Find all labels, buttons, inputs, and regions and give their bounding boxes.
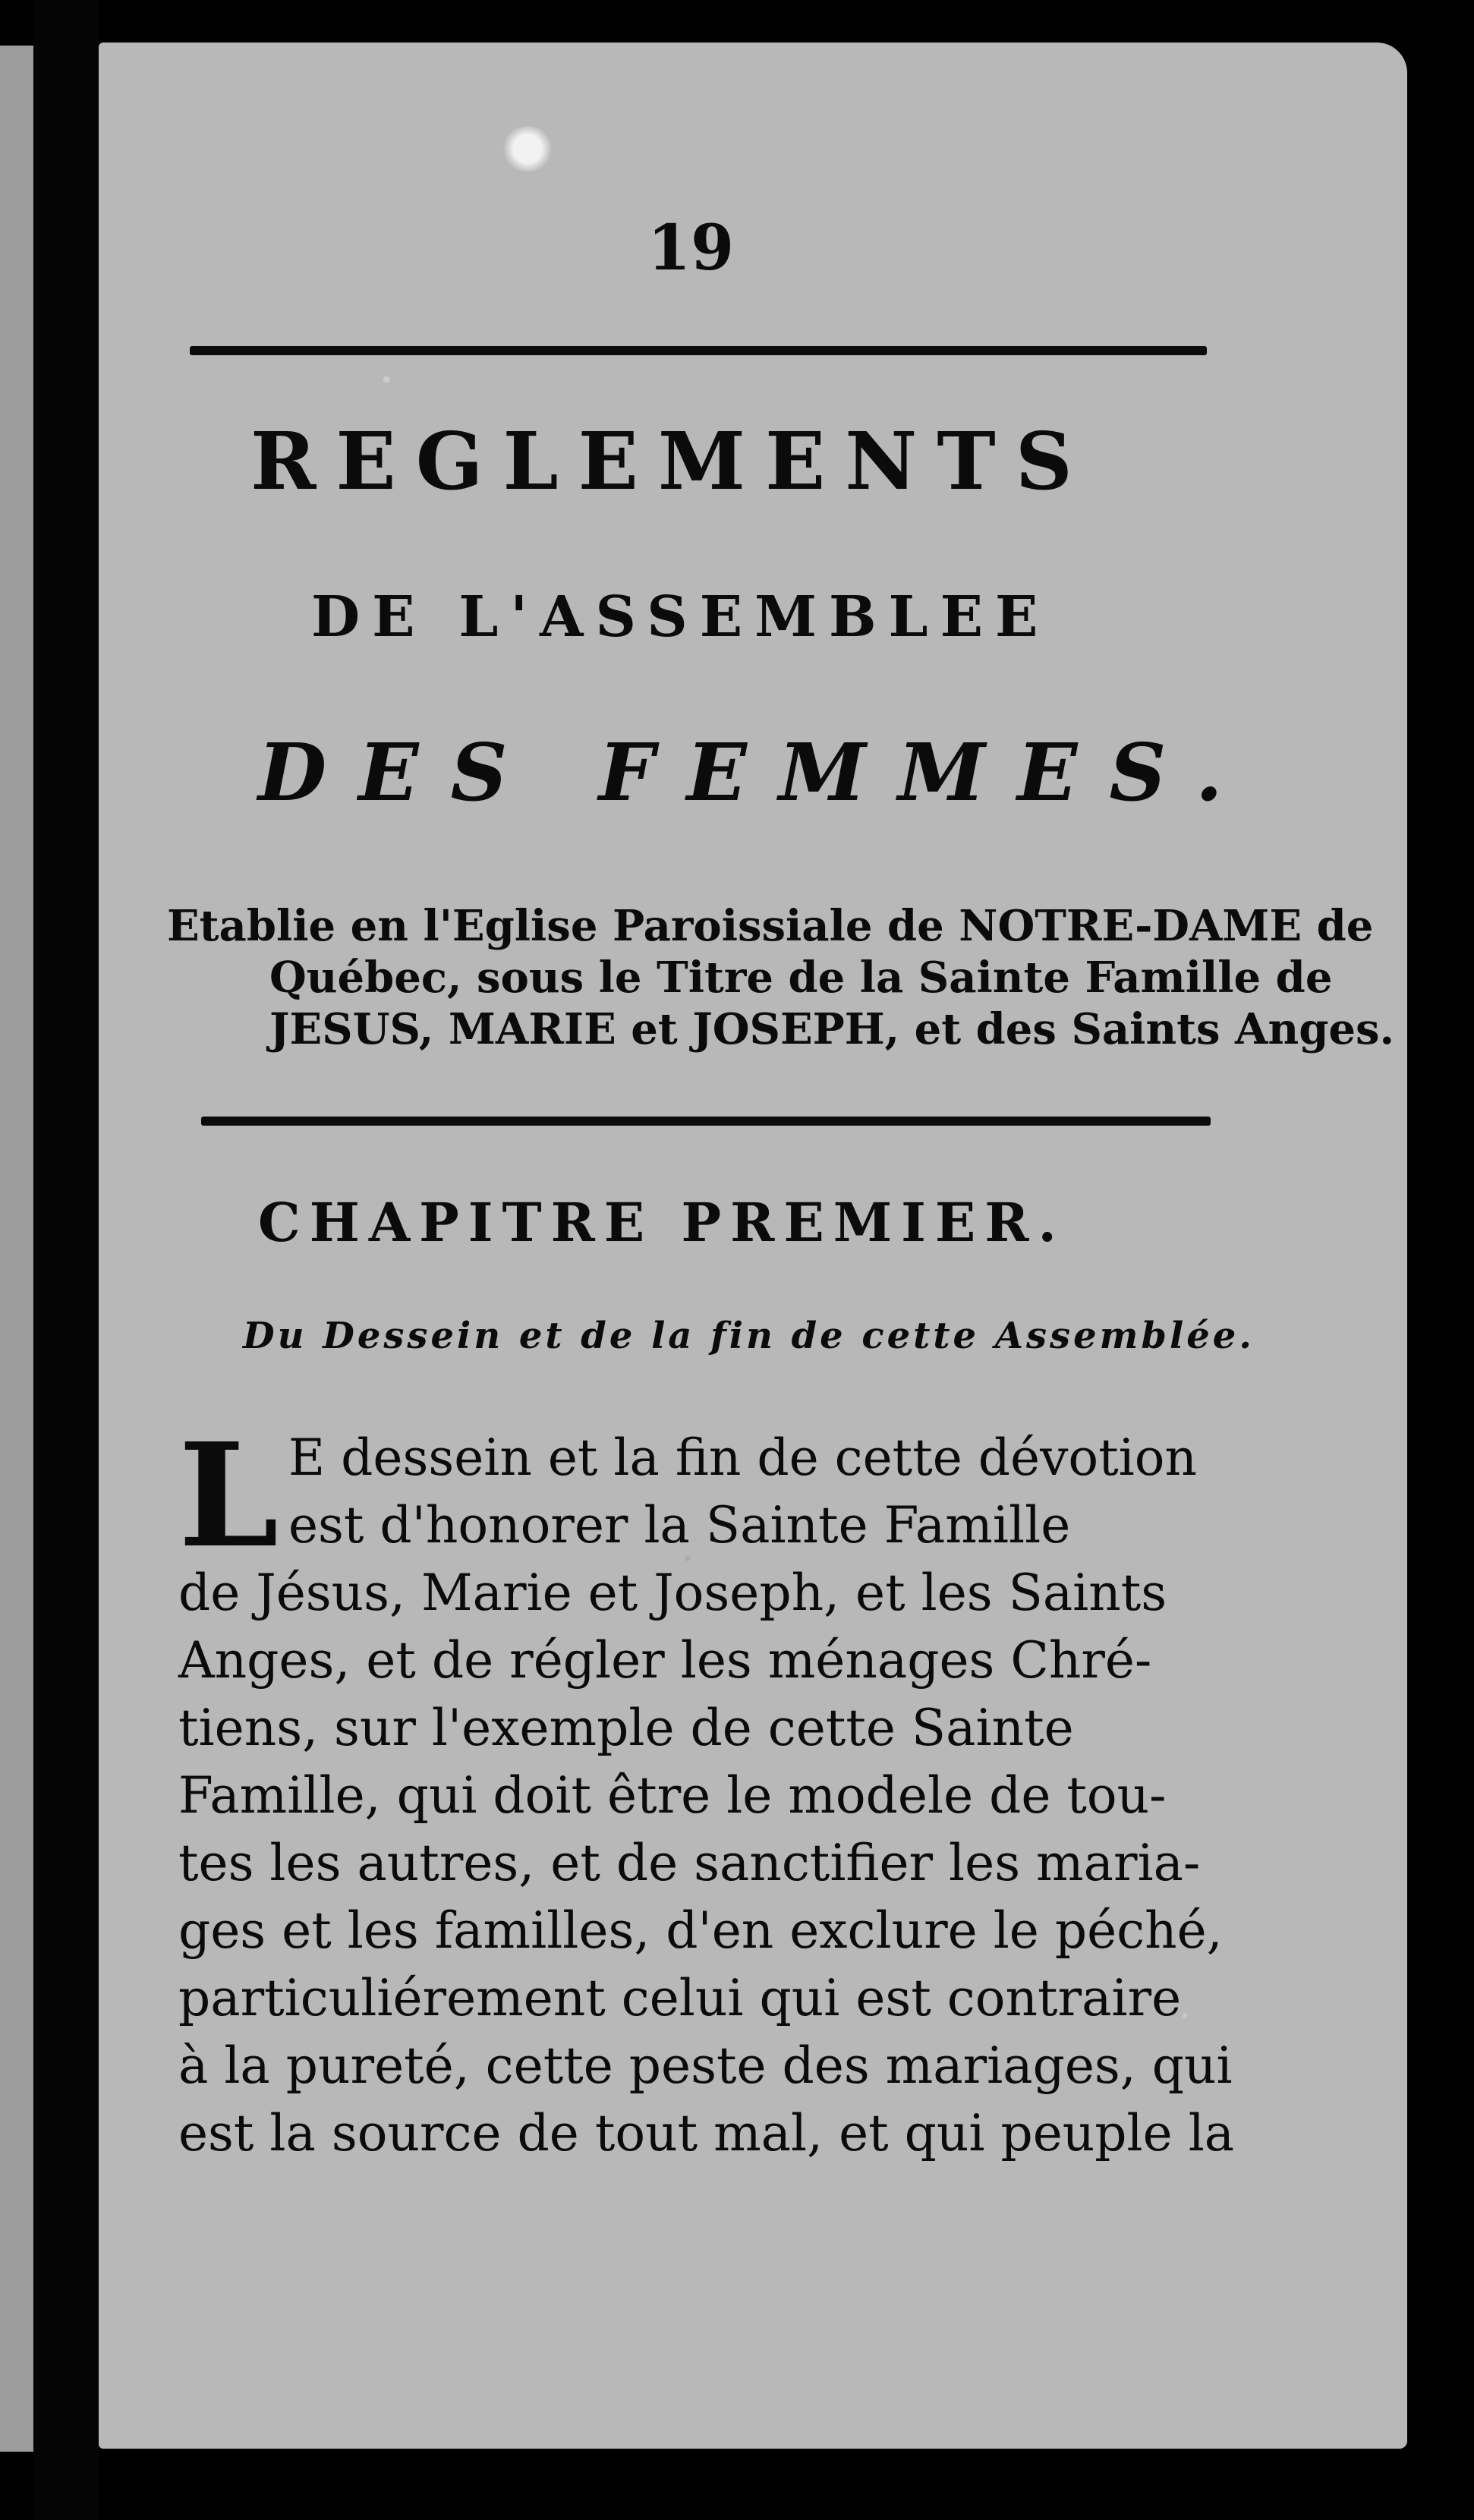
- top-rule: [190, 346, 1207, 355]
- body-line: tes les autres, et de sanctifier les maria-: [178, 1834, 1201, 1892]
- title-femmes: DES FEMMES.: [258, 726, 1255, 819]
- establishment-line: JESUS, MARIE et JOSEPH, et des Saints Anges.: [269, 1004, 1395, 1054]
- paper-stain: [501, 126, 554, 172]
- title-assemblee: DE L'ASSEMBLEE: [311, 584, 1050, 650]
- section-rule: [201, 1117, 1211, 1126]
- establishment-statement: [167, 900, 1395, 1055]
- book-page: [99, 43, 1407, 2449]
- body-line: Anges, et de régler les ménages Chré-: [178, 1631, 1152, 1690]
- page-number: 19: [647, 212, 735, 285]
- body-paragraph: [178, 1412, 1347, 2167]
- body-line: E dessein et la fin de cette dévotion: [288, 1429, 1197, 1487]
- establishment-line: Québec, sous le Titre de la Sainte Famille de: [269, 953, 1333, 1003]
- drop-cap-letter: L: [178, 1412, 279, 1580]
- chapter-heading: CHAPITRE PREMIER.: [258, 1191, 1066, 1254]
- body-line: tiens, sur l'exemple de cette Sainte: [178, 1699, 1074, 1757]
- title-reglements: REGLEMENTS: [250, 414, 1092, 508]
- body-line: Famille, qui doit être le modele de tou-: [178, 1766, 1167, 1825]
- body-line: à la pureté, cette peste des mariages, qui: [178, 2036, 1233, 2095]
- body-line: est la source de tout mal, et qui peuple la: [178, 2104, 1235, 2162]
- body-line: ges et les familles, d'en exclure le péché,: [178, 1901, 1223, 1960]
- body-line: est d'honorer la Sainte Famille: [288, 1496, 1071, 1555]
- establishment-line: Etablie en l'Eglise Paroissiale de NOTRE-DAME de: [167, 901, 1374, 951]
- body-line: particuliérement celui qui est contraire: [178, 1969, 1182, 2027]
- previous-page-edge: [0, 46, 33, 2452]
- body-line: de Jésus, Marie et Joseph, et les Saints: [178, 1564, 1167, 1622]
- chapter-subtitle: Du Dessein et de la fin de cette Assemblée.: [243, 1315, 1255, 1357]
- book-gutter: [33, 0, 99, 2520]
